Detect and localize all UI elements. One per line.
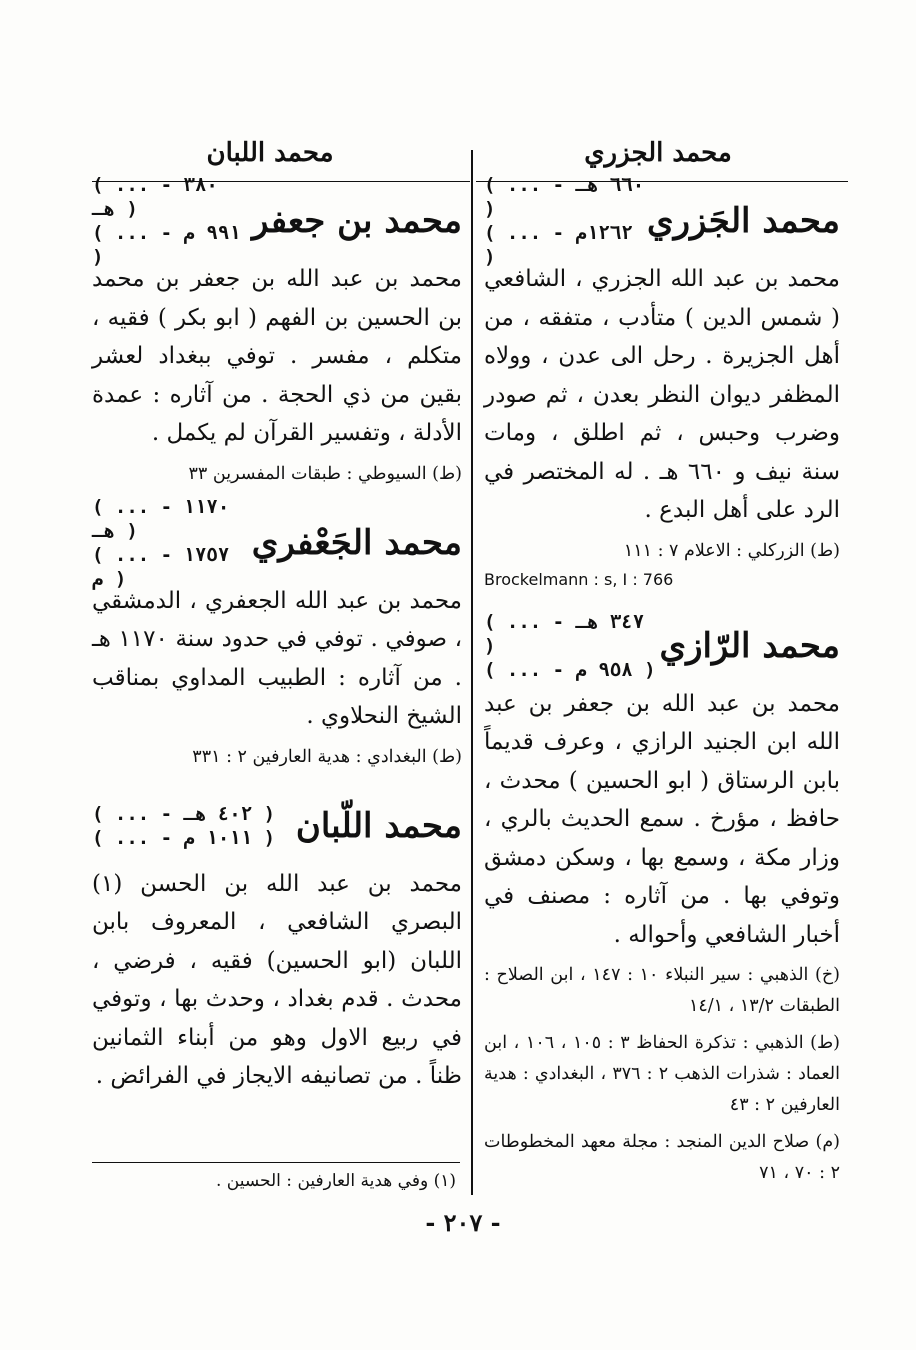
entry-body: محمد بن عبد الله الجزري ، الشافعي ( شمس الدين ) متأدب ، متفقه ، من أهل الجزيرة . رحل الى عدن ، وولاه المظفر ديوان النظر بعدن ، ثم صودر وضرب وحبس ، ثم اطلق ، ومات سنة نيف و ٦٦٠ هـ . له المختصر في الرد على أهل البدع . [484, 266, 841, 523]
entry-body: محمد بن عبد الله بن جعفر بن محمد بن الحسين بن الفهم ( ابو بكر ) فقيه ، متكلم ، مفسر . توفي ببغداد لعشر بقين من ذي الحجة . من آثاره : عمدة الأدلة ، وتفسير القرآن لم يكمل . [92, 266, 462, 446]
entry-source: (م) صلاح الدين المنجد : مجلة معهد المخطوطات ٢ : ٧٠ ، ٧١ [484, 1132, 840, 1183]
date-gregorian: ( ... - ١٠١١ م ) [92, 826, 276, 849]
entry-dates [484, 610, 659, 682]
entry-source: (ط) الذهبي : تذكرة الحفاظ ٣ : ١٠٥ ، ١٠٦ ، ابن العماد : شذرات الذهب ٢ : ٣٧٦ ، البغدادي : هدية العارفين ٢ : ٤٣ [484, 1033, 840, 1115]
entry-source: (ط) الزركلي : الاعلام ٧ : ١١١ [623, 540, 840, 561]
entry-body: محمد بن عبد الله بن الحسن (١) البصري الشافعي ، المعروف بابن اللبان (ابو الحسين) فقيه ، فرضي ، محدث . قدم بغداد ، وحدث بها ، وتوفي في ربيع الاول وهو من أبناء الثمانين ظناً . من تصانيفه الايجاز في الفرائض . [92, 870, 462, 1089]
entry-source: (ط) البغدادي : هدية العارفين ٢ : ٣٣١ [192, 746, 462, 767]
left-running-header: محمد اللبان [206, 138, 334, 168]
entry-heading [92, 174, 462, 268]
entry-dates [484, 173, 647, 269]
date-hijri: ( ... - ٣٨٠ هـ ) [92, 174, 218, 220]
date-hijri: ( ... - ٣٤٧ هـ ) [484, 610, 645, 657]
entry-name: محمد الجَزري [646, 201, 840, 241]
date-gregorian: ( ... - ١٧٥٧ م ) [92, 543, 230, 590]
entry-body: محمد بن عبد الله بن جعفر بن عبد الله ابن الجنيد الرازي ، وعرف قديماً بابن الرستاق ( ابو الحسين ) محدث ، حافظ ، مؤرخ . سمع الحديث بالري ، وزار مكة ، وسمع بها ، وسكن دمشق وتوفي بها . من آثاره : مصنف في أخبار الشافعي وأحواله . [484, 690, 840, 948]
entry-source: (خ) الذهبي : سير النبلاء ١٠ : ١٤٧ ، ابن الصلاح : الطبقات ١٣/٢ ، ١٤/١ [484, 965, 840, 1016]
left-column [92, 174, 462, 1096]
right-running-header: محمد الجزري [584, 138, 732, 168]
footnote-rule [92, 1162, 460, 1163]
date-gregorian: ( ... - ٩٥٨ م ) [484, 658, 656, 681]
right-column [484, 174, 841, 1189]
entry-name: محمد الجَعْفري [251, 522, 462, 563]
entry-source: (ط) السيوطي : طبقات المفسرين ٣٣ [188, 463, 462, 484]
entry-heading [92, 495, 462, 590]
entry-heading [484, 174, 840, 268]
date-hijri: ( ... - ٤٠٢ هـ ) [92, 802, 276, 825]
entry-name: محمد اللّبان [295, 805, 462, 846]
entry-heading [92, 791, 462, 861]
entry-source-latin: Brockelmann : s, I : 766 [484, 569, 674, 589]
entry-name: محمد بن جعفر [251, 201, 462, 241]
entry-dates [92, 495, 252, 591]
date-hijri: ( ... - ٦٦٠ هـ ) [484, 174, 645, 220]
date-gregorian: ( ... - ١٢٦٢م ) [484, 222, 633, 268]
date-gregorian: ( ... - ٩٩١ م ) [92, 222, 241, 268]
entry-body: محمد بن عبد الله الجعفري ، الدمشقي ، صوفي . توفي في حدود سنة ١١٧٠ هـ . من آثاره : الطبيب المداوي بمناقب الشيخ النحلاوي . [92, 587, 462, 729]
date-hijri: ( ... - ١١٧٠ هـ ) [92, 495, 230, 542]
entry-name: محمد الرّازي [659, 625, 840, 666]
column-divider [471, 150, 473, 1195]
page-number: - ٢٠٧ - [425, 1208, 501, 1237]
entry-dates [92, 173, 252, 269]
entry-dates [92, 802, 275, 850]
entry-heading [484, 611, 840, 681]
footnote: (١) وفي هدية العارفين : الحسين . [215, 1171, 456, 1191]
